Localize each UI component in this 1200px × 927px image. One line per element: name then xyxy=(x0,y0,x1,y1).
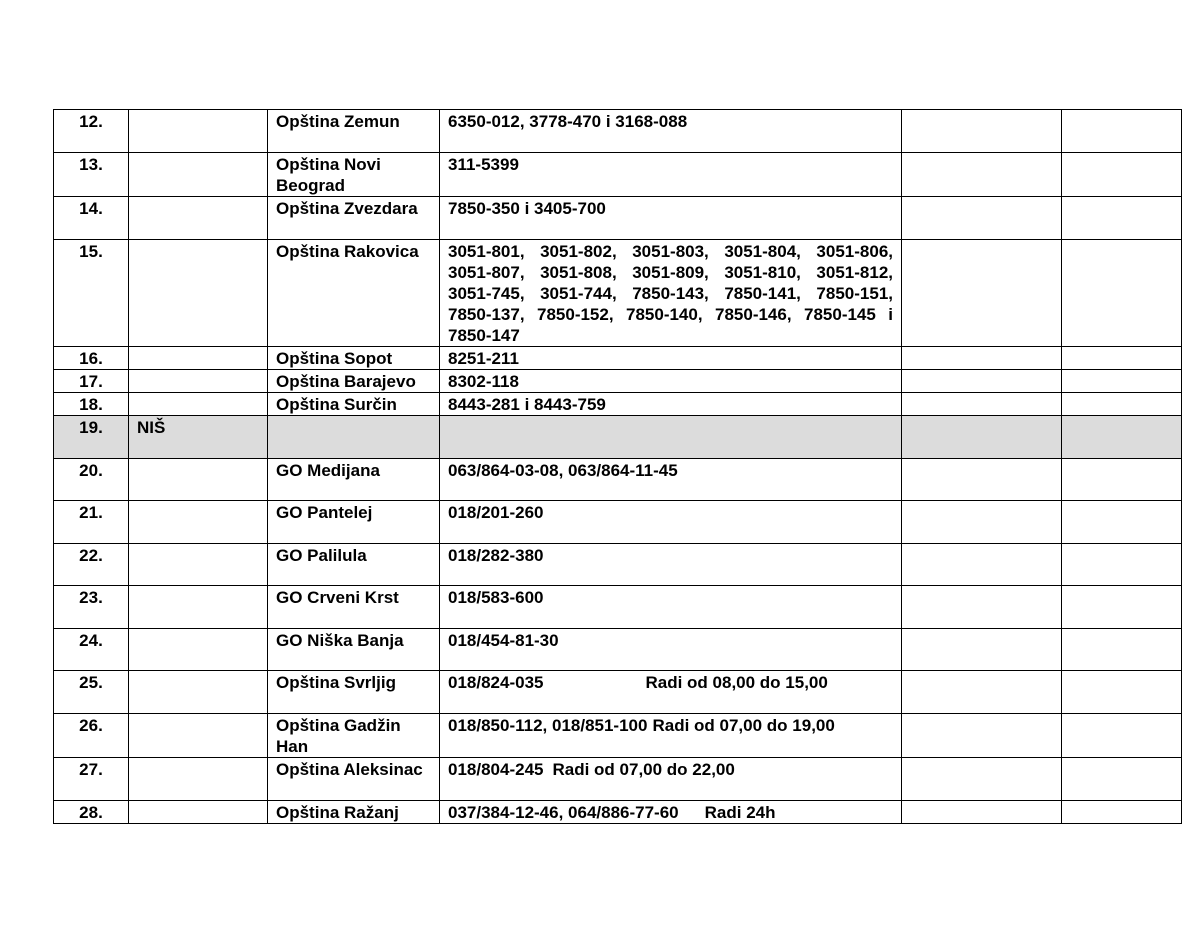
empty-cell xyxy=(902,758,1062,801)
municipality-cell: Opština Svrljig xyxy=(268,671,440,714)
phones-cell xyxy=(440,459,902,501)
phones-text: 018/850-112, 018/851-100 xyxy=(448,716,648,735)
table-row xyxy=(54,347,1182,370)
empty-cell xyxy=(1062,671,1182,714)
phones-cell xyxy=(440,347,902,370)
phones-cell xyxy=(440,501,902,544)
empty-cell xyxy=(1062,459,1182,501)
region-cell xyxy=(129,459,268,501)
municipality-cell: Opština Novi Beograd xyxy=(268,153,440,197)
row-number: 18. xyxy=(54,393,129,416)
row-number: 20. xyxy=(54,459,129,501)
phones-cell xyxy=(440,153,902,197)
empty-cell xyxy=(902,586,1062,629)
phones-cell xyxy=(440,240,902,347)
region-cell xyxy=(129,714,268,758)
contacts-table xyxy=(53,109,1182,824)
phones-cell xyxy=(440,714,902,758)
empty-cell xyxy=(1062,544,1182,586)
empty-cell xyxy=(902,629,1062,671)
region-cell xyxy=(129,370,268,393)
municipality-cell: Opština Surčin xyxy=(268,393,440,416)
hours-note: Radi od 08,00 do 15,00 xyxy=(645,673,828,692)
hours-note: Radi od 07,00 do 22,00 xyxy=(552,760,735,779)
municipality-cell: Opština Sopot xyxy=(268,347,440,370)
phones-cell xyxy=(440,671,902,714)
empty-cell xyxy=(902,459,1062,501)
table-row xyxy=(54,153,1182,197)
region-cell xyxy=(129,801,268,824)
municipality-cell: Opština Aleksinac xyxy=(268,758,440,801)
row-number: 21. xyxy=(54,501,129,544)
municipality-cell: GO Niška Banja xyxy=(268,629,440,671)
row-number: 24. xyxy=(54,629,129,671)
row-number: 15. xyxy=(54,240,129,347)
region-cell xyxy=(129,671,268,714)
table-row xyxy=(54,370,1182,393)
empty-cell xyxy=(902,110,1062,153)
phones-text: 8443-281 i 8443-759 xyxy=(448,395,606,414)
row-number: 27. xyxy=(54,758,129,801)
empty-cell xyxy=(1062,347,1182,370)
phones-text: 018/804-245 xyxy=(448,760,544,779)
region-cell xyxy=(129,758,268,801)
region-cell xyxy=(129,629,268,671)
empty-cell xyxy=(1062,586,1182,629)
empty-cell xyxy=(1062,714,1182,758)
empty-cell xyxy=(902,501,1062,544)
region-cell xyxy=(129,586,268,629)
phones-text: 063/864-03-08, 063/864-11-45 xyxy=(448,461,678,480)
municipality-cell: Opština Gadžin Han xyxy=(268,714,440,758)
phones-cell xyxy=(440,370,902,393)
table-row xyxy=(54,629,1182,671)
empty-cell xyxy=(1062,153,1182,197)
table-row xyxy=(54,671,1182,714)
phones-text: 018/824-035 xyxy=(448,673,544,692)
phones-text: 037/384-12-46, 064/886-77-60 xyxy=(448,803,679,822)
municipality-cell: Opština Ražanj xyxy=(268,801,440,824)
phones-cell xyxy=(440,416,902,459)
municipality-cell: Opština Zemun xyxy=(268,110,440,153)
hours-note: Radi 24h xyxy=(704,803,776,822)
region-cell: NIŠ xyxy=(129,416,268,459)
phones-text: 8302-118 xyxy=(448,372,519,391)
row-number: 23. xyxy=(54,586,129,629)
table-row xyxy=(54,586,1182,629)
row-number: 26. xyxy=(54,714,129,758)
empty-cell xyxy=(1062,110,1182,153)
municipality-cell: GO Pantelej xyxy=(268,501,440,544)
phones-text: 018/201-260 xyxy=(448,503,544,522)
phones-text: 7850-350 i 3405-700 xyxy=(448,199,606,218)
phones-text: 018/454-81-30 xyxy=(448,631,559,650)
empty-cell xyxy=(902,347,1062,370)
table-row xyxy=(54,501,1182,544)
row-number: 13. xyxy=(54,153,129,197)
empty-cell xyxy=(1062,370,1182,393)
empty-cell xyxy=(1062,629,1182,671)
municipality-cell xyxy=(268,416,440,459)
region-cell xyxy=(129,153,268,197)
empty-cell xyxy=(902,197,1062,240)
empty-cell xyxy=(1062,416,1182,459)
row-number: 19. xyxy=(54,416,129,459)
municipality-cell: Opština Rakovica xyxy=(268,240,440,347)
municipality-cell: GO Medijana xyxy=(268,459,440,501)
table-row xyxy=(54,758,1182,801)
phones-text: 3051-801, 3051-802, 3051-803, 3051-804, 3051-806, 3051-807, 3051-808, 3051-809, 3051-810, 3051-812, 3051-745, 3051-744, 7850-143, 7850-141, 7850-151, 7850-137, 7850-152, 7850-140, 7850-146, 7850-145 i 7850-147 xyxy=(448,242,893,345)
empty-cell xyxy=(1062,197,1182,240)
region-cell xyxy=(129,110,268,153)
municipality-cell: Opština Barajevo xyxy=(268,370,440,393)
empty-cell xyxy=(1062,758,1182,801)
municipality-cell: GO Crveni Krst xyxy=(268,586,440,629)
region-cell xyxy=(129,240,268,347)
row-number: 16. xyxy=(54,347,129,370)
phones-text: 018/583-600 xyxy=(448,588,544,607)
row-number: 17. xyxy=(54,370,129,393)
table-row xyxy=(54,544,1182,586)
phones-cell xyxy=(440,393,902,416)
table-row xyxy=(54,240,1182,347)
table-row xyxy=(54,714,1182,758)
table-row xyxy=(54,459,1182,501)
phones-text: 6350-012, 3778-470 i 3168-088 xyxy=(448,112,688,131)
section-header-row xyxy=(54,416,1182,459)
empty-cell xyxy=(902,240,1062,347)
region-cell xyxy=(129,544,268,586)
row-number: 25. xyxy=(54,671,129,714)
table-body xyxy=(54,110,1182,824)
hours-note: Radi od 07,00 do 19,00 xyxy=(652,716,835,735)
empty-cell xyxy=(1062,801,1182,824)
row-number: 22. xyxy=(54,544,129,586)
empty-cell xyxy=(902,801,1062,824)
empty-cell xyxy=(902,393,1062,416)
empty-cell xyxy=(1062,393,1182,416)
table-row xyxy=(54,110,1182,153)
region-cell xyxy=(129,501,268,544)
phones-cell xyxy=(440,801,902,824)
phones-text: 018/282-380 xyxy=(448,546,544,565)
region-cell xyxy=(129,197,268,240)
empty-cell xyxy=(902,416,1062,459)
phones-text: 311-5399 xyxy=(448,155,519,174)
row-number: 28. xyxy=(54,801,129,824)
phones-text: 8251-211 xyxy=(448,349,519,368)
phones-cell xyxy=(440,629,902,671)
region-cell xyxy=(129,347,268,370)
municipality-cell: GO Palilula xyxy=(268,544,440,586)
table-row xyxy=(54,197,1182,240)
region-cell xyxy=(129,393,268,416)
phones-cell xyxy=(440,544,902,586)
phones-cell xyxy=(440,586,902,629)
table-row xyxy=(54,393,1182,416)
empty-cell xyxy=(1062,240,1182,347)
municipality-cell: Opština Zvezdara xyxy=(268,197,440,240)
empty-cell xyxy=(902,714,1062,758)
phones-cell xyxy=(440,197,902,240)
row-number: 12. xyxy=(54,110,129,153)
table-row xyxy=(54,801,1182,824)
phones-cell xyxy=(440,758,902,801)
empty-cell xyxy=(902,153,1062,197)
empty-cell xyxy=(1062,501,1182,544)
empty-cell xyxy=(902,671,1062,714)
row-number: 14. xyxy=(54,197,129,240)
phones-cell xyxy=(440,110,902,153)
empty-cell xyxy=(902,544,1062,586)
empty-cell xyxy=(902,370,1062,393)
